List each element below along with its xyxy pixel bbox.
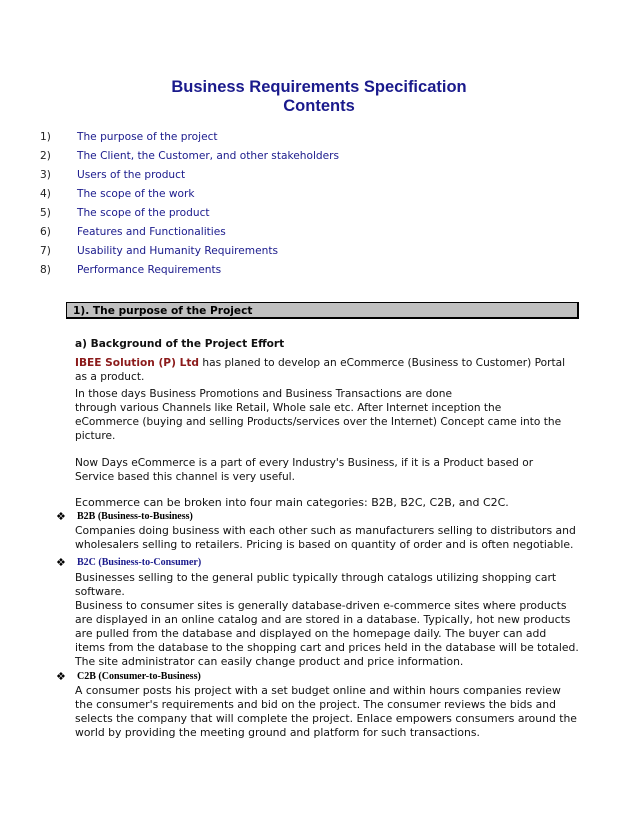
toc-item[interactable]: 3) Users of the product	[40, 169, 186, 181]
c2b-heading: C2B (Consumer-to-Business)	[77, 671, 201, 682]
diamond-bullet-icon: ❖	[56, 670, 66, 683]
toc-item[interactable]: 6) Features and Functionalities	[40, 226, 226, 238]
c2b-line: A consumer posts his project with a set budget online and within hours companies review	[75, 684, 561, 697]
b2c-line: Businesses selling to the general public typically through catalogs utilizing shopping cart	[75, 571, 557, 584]
b2b-line: Companies doing business with each other such as manufacturers selling to distributors and	[75, 524, 576, 537]
para1-line: In those days Business Promotions and Business Transactions are done	[75, 388, 453, 400]
c2b-line: world by providing the meeting ground and platform for such transactions.	[75, 726, 480, 739]
b2c-line: Business to consumer sites is generally database-driven e-commerce sites where products	[75, 599, 567, 612]
toc-item[interactable]: 5) The scope of the product	[40, 207, 210, 219]
section-heading-box: 1). The purpose of the Project	[66, 302, 579, 319]
para2-line: Service based this channel is very useful.	[75, 471, 295, 483]
intro-line-2: as a product.	[75, 371, 145, 383]
c2b-line: the consumer's requirements and bid on the project. The consumer reviews the bids and	[75, 698, 556, 711]
para2-line: Now Days eCommerce is a part of every Industry's Business, if it is a Product based or	[75, 457, 534, 469]
diamond-bullet-icon: ❖	[56, 556, 66, 569]
categories-line: Ecommerce can be broken into four main categories: B2B, B2C, C2B, and C2C.	[75, 496, 509, 509]
diamond-bullet-icon: ❖	[56, 510, 66, 523]
company-name: IBEE Solution (P) Ltd	[75, 357, 199, 369]
para1-line: picture.	[75, 430, 116, 442]
para1-line: eCommerce (buying and selling Products/services over the Internet) Concept came into the	[75, 416, 562, 428]
b2c-line: The site administrator can easily change product and price information.	[75, 655, 464, 668]
b2c-line: are displayed in an online catalog and are stored in a database. Typically, hot new products	[75, 613, 571, 626]
b2c-line: items from the database to the shopping cart and prices held in the database will be totaled.	[75, 641, 579, 654]
toc-item[interactable]: 2) The Client, the Customer, and other stakeholders	[40, 150, 340, 162]
toc-item[interactable]: 8) Performance Requirements	[40, 264, 222, 276]
b2b-heading: B2B (Business-to-Business)	[77, 511, 193, 522]
page-title: Business Requirements Specification	[171, 78, 467, 96]
c2b-line: selects the company that will complete the project. Enlace empowers consumers around the	[75, 712, 577, 725]
toc-item[interactable]: 1) The purpose of the project	[40, 131, 218, 143]
b2c-heading: B2C (Business-to-Consumer)	[77, 557, 202, 568]
page-subtitle: Contents	[283, 97, 355, 115]
b2b-line: wholesalers selling to retailers. Pricing is based on quantity of order and is often negotiable.	[75, 538, 574, 551]
b2c-line: software.	[75, 585, 125, 598]
toc-item[interactable]: 4) The scope of the work	[40, 188, 195, 200]
background-heading: a) Background of the Project Effort	[75, 338, 285, 350]
b2c-line: are pulled from the database and displayed on the homepage daily. The buyer can add	[75, 627, 547, 640]
toc-item[interactable]: 7) Usability and Humanity Requirements	[40, 245, 278, 257]
para1-line: through various Channels like Retail, Whole sale etc. After Internet inception the	[75, 402, 502, 414]
table-of-contents	[40, 128, 339, 280]
intro-paragraph: IBEE Solution (P) Ltd has planed to develop an eCommerce (Business to Customer) Portal	[75, 357, 566, 369]
